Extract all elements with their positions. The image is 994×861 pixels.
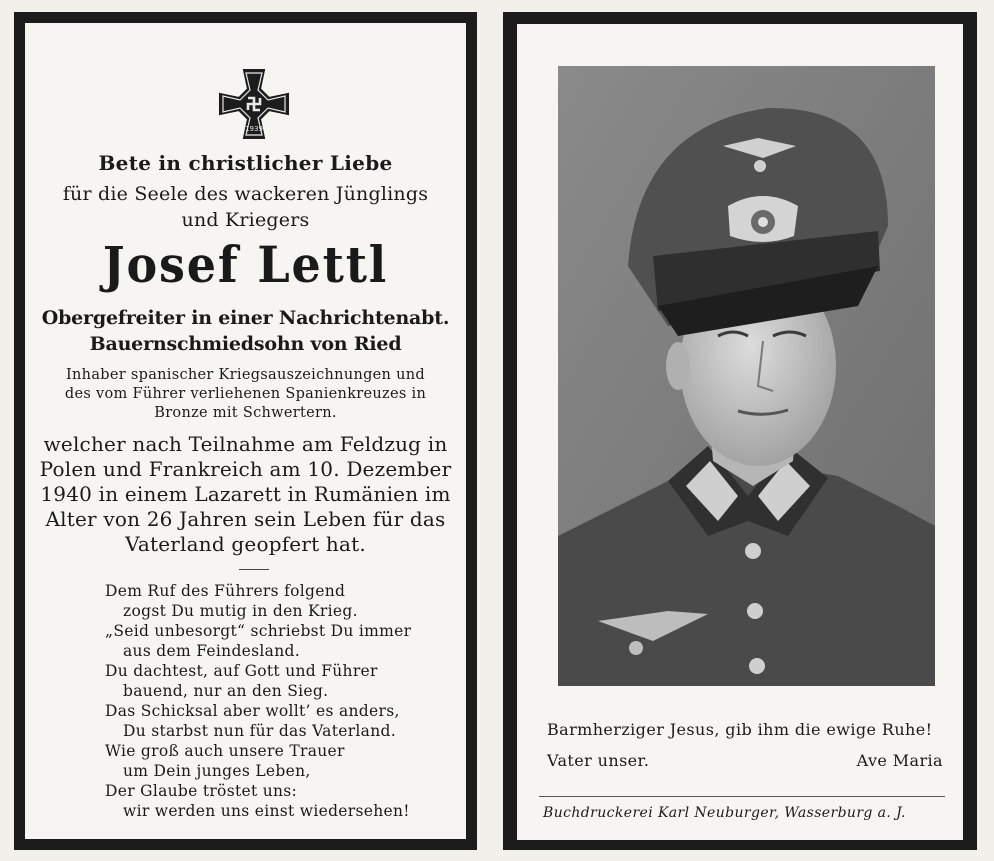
- text-card: [14, 12, 477, 850]
- poem-line: wir werden uns einst wiedersehen!: [123, 802, 410, 820]
- death-line-1: welcher nach Teilnahme am Feldzug in: [43, 432, 448, 456]
- prayer-ave-maria: Ave Maria: [856, 751, 943, 770]
- printer-credit: Buchdruckerei Karl Neuburger, Wasserburg a. J.: [543, 805, 906, 821]
- iron-cross-icon: [217, 67, 291, 141]
- poem-line: aus dem Feindesland.: [123, 642, 300, 660]
- prayer-line-1: Barmherziger Jesus, gib ihm die ewige Ruhe!: [547, 720, 933, 739]
- intro-line-1: Bete in christlicher Liebe: [98, 151, 393, 175]
- memorial-poem: [105, 581, 465, 821]
- poem-line: um Dein junges Leben,: [123, 762, 311, 780]
- poem-line: Dem Ruf des Führers folgend: [105, 582, 346, 600]
- poem-line: Das Schicksal aber wollt’ es anders,: [105, 702, 400, 720]
- poem-line: „Seid unbesorgt“ schriebst Du immer: [105, 622, 412, 640]
- poem-line: Wie groß auch unsere Trauer: [105, 742, 345, 760]
- poem-line: Du starbst nun für das Vaterland.: [123, 722, 396, 740]
- prayer-vater-unser: Vater unser.: [547, 751, 650, 770]
- poem-line: Der Glaube tröstet uns:: [105, 782, 298, 800]
- rank-line-2: Bauernschmiedsohn von Ried: [89, 333, 402, 355]
- death-line-5: Vaterland geopfert hat.: [125, 532, 366, 556]
- divider: [239, 569, 269, 570]
- rank-line-1: Obergefreiter in einer Nachrichtenabt.: [41, 307, 450, 329]
- poem-line: bauend, nur an den Sieg.: [123, 682, 329, 700]
- intro-line-3: und Kriegers: [181, 209, 310, 231]
- photo-card: [503, 12, 977, 850]
- poem-line: Du dachtest, auf Gott und Führer: [105, 662, 378, 680]
- death-line-4: Alter von 26 Jahren sein Leben für das: [45, 507, 446, 531]
- honors-line-1: Inhaber spanischer Kriegsauszeichnungen und: [66, 367, 425, 383]
- cross-year: 1939: [245, 125, 263, 133]
- poem-line: zogst Du mutig in den Krieg.: [123, 602, 358, 620]
- intro-line-2: für die Seele des wackeren Jünglings: [62, 183, 429, 205]
- honors-line-2: des vom Führer verliehenen Spanienkreuzes in: [64, 386, 427, 402]
- honors-line-3: Bronze mit Schwertern.: [154, 405, 337, 421]
- soldier-portrait: [558, 66, 935, 686]
- printer-rule: [539, 796, 945, 797]
- death-line-2: Polen und Frankreich am 10. Dezember: [39, 457, 452, 481]
- death-line-3: 1940 in einem Lazarett in Rumänien im: [40, 482, 451, 506]
- deceased-name: Josef Lettl: [102, 235, 389, 294]
